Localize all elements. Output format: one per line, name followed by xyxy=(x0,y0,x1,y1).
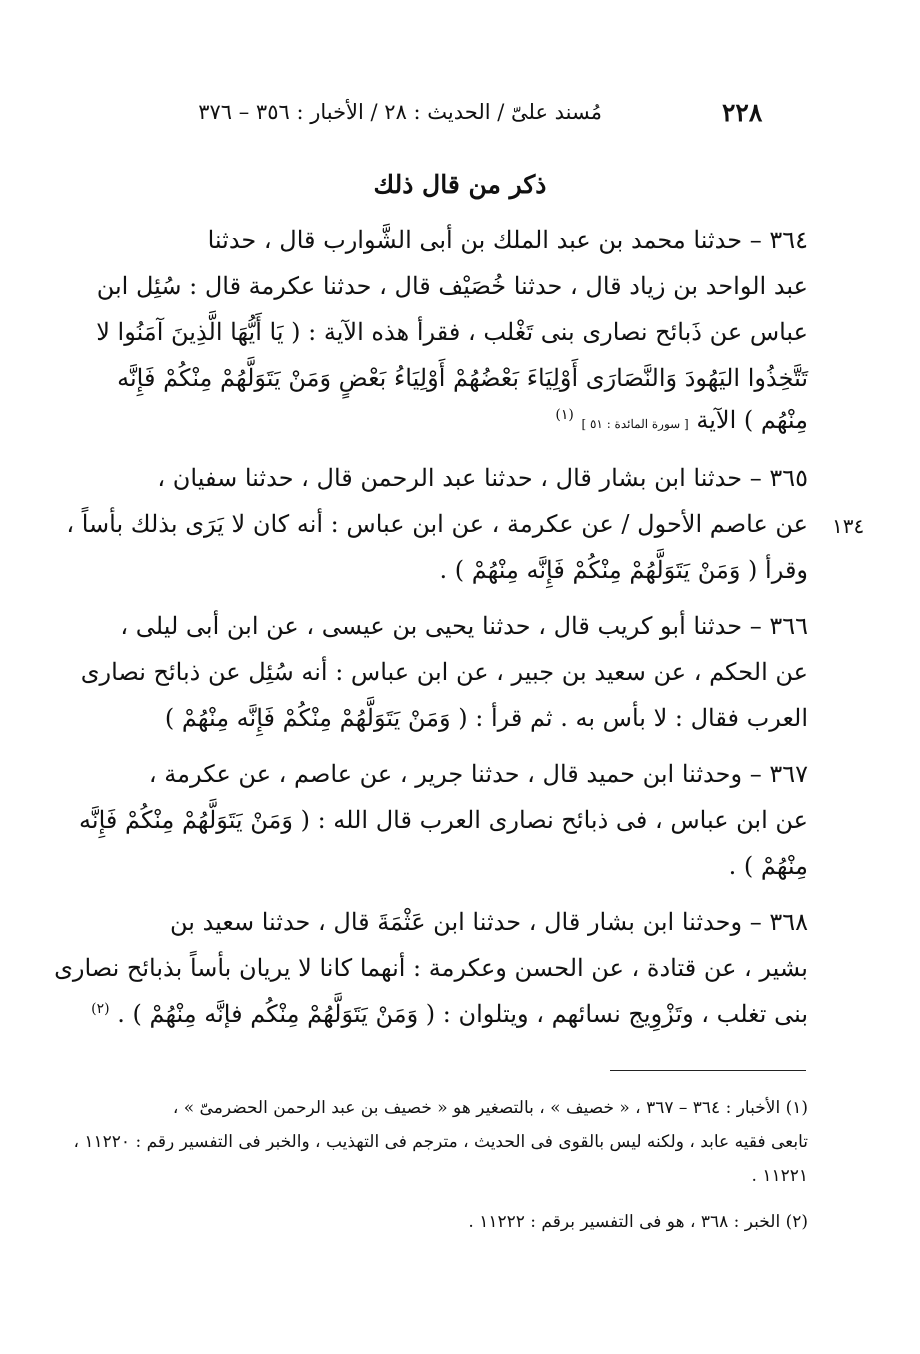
margin-number: ١٣٤ xyxy=(832,514,865,538)
text-line: ٣٦٤ – حدثنا محمد بن عبد الملك بن أبى الشَّوارب قال ، حدثنا xyxy=(207,226,808,254)
footnote-separator xyxy=(610,1070,806,1071)
text-line: عبد الواحد بن زياد قال ، حدثنا خُصَيْف قال ، حدثنا عكرمة قال : سُئِل ابن xyxy=(96,272,808,300)
footnote-line: تابعى فقيه عابد ، ولكنه ليس بالقوى فى الحديث ، مترجم فى التهذيب ، والخبر فى التفسير رقم : ١١٢٢٠ ، xyxy=(73,1132,808,1152)
text-line: ٣٦٥ – حدثنا ابن بشار قال ، حدثنا عبد الرحمن قال ، حدثنا سفيان ، xyxy=(157,464,808,492)
surah-reference: [ سورة المائدة : ٥١ ] xyxy=(581,417,689,431)
footnote-line: (١) الأخبار : ٣٦٤ – ٣٦٧ ، « خصيف » ، بالتصغير هو « خصيف بن عبد الرحمن الحضرمىّ » ، xyxy=(172,1098,808,1118)
text-line: عن ابن عباس ، فى ذبائح نصارى العرب قال الله : ( وَمَنْ يَتَوَلَّهُمْ مِنْكُمْ فَإِنَّه xyxy=(79,806,808,834)
text-line-last xyxy=(555,406,808,434)
text-line: ٣٦٦ – حدثنا أبو كريب قال ، حدثنا يحيى بن عيسى ، عن ابن أبى ليلى ، xyxy=(120,612,808,640)
text-line: مِنْهُم ) الآية xyxy=(696,406,808,434)
text-line: مِنْهُمْ ) . xyxy=(728,852,808,880)
page-number: ٢٢٨ xyxy=(722,98,763,127)
running-title: مُسند علىّ / الحديث : ٢٨ / الأخبار : ٣٥٦ – ٣٧٦ xyxy=(198,100,602,124)
text-line: ٣٦٧ – وحدثنا ابن حميد قال ، حدثنا جرير ، عن عاصم ، عن عكرمة ، xyxy=(148,760,808,788)
text-line: ٣٦٨ – وحدثنا ابن بشار قال ، حدثنا ابن عَثْمَةَ قال ، حدثنا سعيد بن xyxy=(169,908,808,936)
section-heading: ذكر من قال ذلك xyxy=(373,170,547,199)
footnote-ref-1: (١) xyxy=(555,407,574,423)
text-line: تَتَّخِذُوا اليَهُودَ وَالنَّصَارَى أَوْلِيَاءَ بَعْضُهُمْ أَوْلِيَاءُ بَعْضٍ وَمَنْ يَتَوَلَّهُمْ مِنْكُمْ فَإِنَّه xyxy=(117,364,808,392)
text-line: عباس عن ذَبائح نصارى بنى تَغْلب ، فقرأ هذه الآية : ( يَا أَيُّهَا الَّذِينَ آمَنُوا لا xyxy=(96,318,808,346)
text-line: العرب فقال : لا بأس به . ثم قرأ : ( وَمَنْ يَتَوَلَّهُمْ مِنْكُمْ فَإِنَّه مِنْهُمْ ) xyxy=(164,704,808,732)
footnote-ref-2: (٢) xyxy=(91,1001,110,1017)
text-line-last xyxy=(91,1000,808,1028)
text-line: عن الحكم ، عن سعيد بن جبير ، عن ابن عباس : أنه سُئِل عن ذبائح نصارى xyxy=(80,658,808,686)
footnote-line: (٢) الخبر : ٣٦٨ ، هو فى التفسير برقم : ١١٢٢٢ . xyxy=(468,1212,808,1232)
text-line: وقرأ ( وَمَنْ يَتَوَلَّهُمْ مِنْكُمْ فَإِنَّه مِنْهُمْ ) . xyxy=(439,556,808,584)
footnote-line: ١١٢٢١ . xyxy=(751,1166,808,1186)
text-line: بشير ، عن قتادة ، عن الحسن وعكرمة : أنهما كانا لا يريان بأساً بذبائح نصارى xyxy=(54,954,808,982)
text-line: عن عاصم الأحول / عن عكرمة ، عن ابن عباس : أنه كان لا يَرَى بذلك بأساً ، xyxy=(66,510,808,538)
text-line: بنى تغلب ، وتَزْوِيج نسائهم ، ويتلوان : ( وَمَنْ يَتَوَلَّهُمْ مِنْكُم فإنَّه مِنْهُمْ ) . xyxy=(117,1000,808,1028)
